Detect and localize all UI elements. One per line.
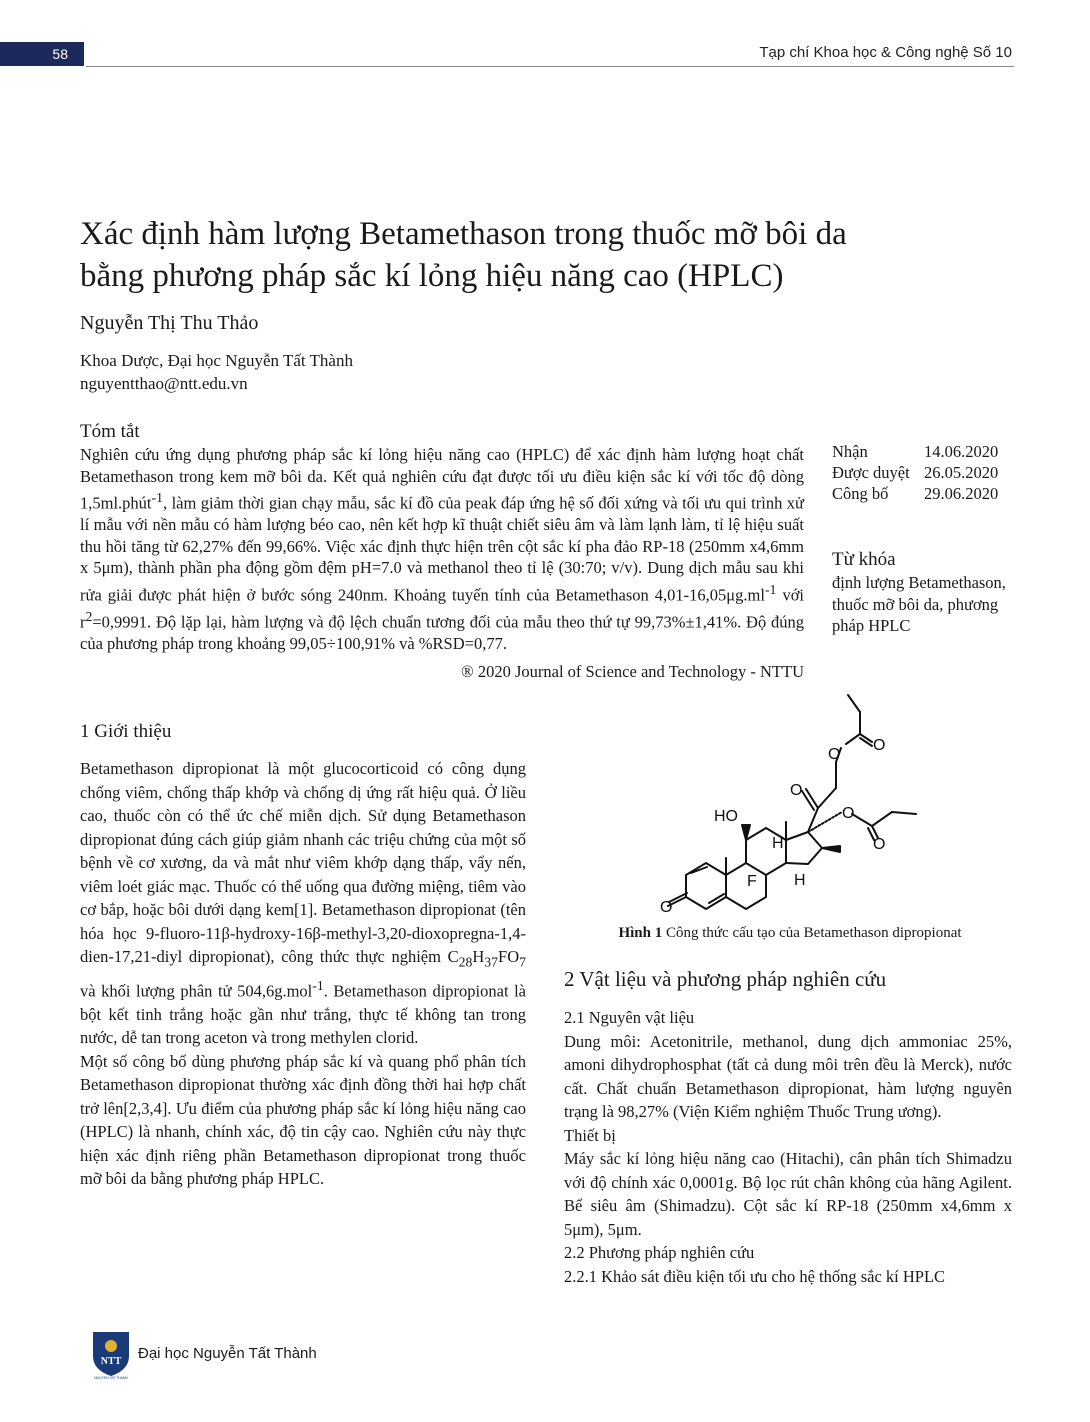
article-dates (832, 441, 1022, 504)
paragraph: Dung môi: Acetonitrile, methanol, dung dịch ammoniac 25%, amoni dihydrophosphat (tất cả dung môi trên đều là Merck), nước cất. Chất chuẩn Betamethason dipropionat, hàm lượng nguyên trạng là 98,27% (Viện Kiểm nghiệm Thuốc Trung ương). (564, 1031, 1012, 1121)
text-run: FO (498, 947, 520, 966)
figure-caption-text: Công thức cấu tạo của Betamethason dipropionat (662, 925, 962, 941)
author-email: nguyentthao@ntt.edu.vn (80, 374, 248, 393)
date-received (832, 441, 1022, 462)
copyright-line: ® 2020 Journal of Science and Technology - NTTU (461, 662, 804, 681)
abstract-sup: -1 (151, 490, 163, 505)
atom-h-8: H (772, 835, 784, 852)
text-run: và khối lượng phân tử 504,6g.mol (80, 981, 313, 1001)
abstract-part: =0,9991. Độ lặp lại, hàm lượng và độ lệch chuẩn tương đối của mẫu theo thứ tự 99,73%±1,41%. Độ đúng của phương pháp trong khoảng 99,05÷100,91% và %RSD=0,77. (80, 612, 804, 653)
text-run: Betamethason dipropionat là một glucocorticoid có công dụng chống viêm, chống thấp khớp và chống dị ứng rất hiệu quả. Ở liều cao, thuốc còn có thể ức chế miễn dịch. Sử dụng Betamethason dipropionat đúng cách giúp giảm nhanh các triệu chứng của một số bệnh về cơ xương, da và mắt như viêm khớp dạng thấp, vẩy nến, viêm loét giác mạc. Thuốc có thể uống qua đường miệng, tiêm vào cơ bắp, hoặc bôi dưới dạng kem[1]. Betamethason dipropionat (tên hóa học 9-fluoro-11β-hydroxy-16β-methyl-3,20-dioxopregna-1,4-dien-17,21-diyl dipropionat), công thức thực nghiệm C (80, 759, 526, 966)
abstract-sup: 2 (85, 608, 93, 624)
figure-caption (570, 925, 1010, 942)
date-label: Nhận (832, 442, 868, 461)
formula-sub: 37 (484, 954, 499, 970)
atom-o-20: O (790, 782, 803, 799)
text-run: . Betamethason dipropionat là bột kết tinh trắng hoặc gần như trắng, thực tế không tan trong nước, dễ tan trong aceton và trong methylen clorid. (80, 981, 527, 1048)
date-label: Được duyệt (832, 463, 910, 482)
formula-sub: 28 (458, 954, 473, 970)
subsection-heading: 2.2 Phương pháp nghiên cứu (564, 1243, 755, 1262)
figure-label: Hình 1 (618, 925, 663, 941)
betamethasone-structure (640, 690, 940, 920)
atom-f: F (747, 873, 757, 890)
author-name: Nguyễn Thị Thu Thảo (80, 312, 259, 334)
university-logo (90, 1330, 132, 1380)
logo-text: NTT (100, 1356, 122, 1367)
affiliation: Khoa Dược, Đại học Nguyễn Tất Thành (80, 351, 353, 370)
date-accepted (832, 462, 1022, 483)
atom-o-17-carbonyl: O (873, 836, 886, 853)
atom-o-ketone: O (660, 899, 673, 916)
logo-caption: NGUYEN TAT THANH (94, 1376, 128, 1380)
atom-o-21-carbonyl: O (873, 737, 886, 754)
section-2-heading: 2 Vật liệu và phương pháp nghiên cứu (564, 967, 887, 991)
keywords-heading: Từ khóa (832, 549, 896, 570)
date-value: 14.06.2020 (924, 442, 999, 461)
article-title: Xác định hàm lượng Betamethason trong thuốc mỡ bôi da bằng phương pháp sắc kí lỏng hiệu năng cao (HPLC) (80, 216, 847, 294)
header-rule (86, 66, 1014, 67)
footer-university: Đại học Nguyễn Tất Thành (138, 1345, 317, 1362)
date-value: 26.05.2020 (924, 463, 999, 482)
abstract-sup: -1 (764, 581, 777, 597)
paragraph (80, 757, 526, 1050)
subsection-heading: 2.1 Nguyên vật liệu (564, 1008, 695, 1027)
subsection-heading: Thiết bị (564, 1125, 616, 1145)
text-run: H (472, 947, 485, 966)
paragraph: Máy sắc kí lỏng hiệu năng cao (Hitachi), cân phân tích Shimadzu với độ chính xác 0,0001g. Bộ lọc rút chân không của hãng Agilent. Bể siêu âm (Shimadzu). Cột sắc kí RP-18 (250mm x4,6mm x 5μm), 5μm. (564, 1149, 1012, 1239)
abstract-part: Nghiên cứu ứng dụng phương pháp sắc kí lỏng hiệu năng cao (HPLC) để xác định hàm lượng hoạt chất Betamethason trong kem mỡ bôi da. Kết quả nghiên cứu đạt được tối ưu điều kiện sắc kí với tốc độ dòng 1,5ml.phút (80, 445, 804, 513)
paragraph: Một số công bố dùng phương pháp sắc kí và quang phổ phân tích Betamethason dipropionat thường xác định đồng thời hai hợp chất trở lên[2,3,4]. Ưu điểm của phương pháp sắc kí lỏng hiệu năng cao (HPLC) là nhanh, chính xác, độ tin cậy cao. Nghiên cứu này thực hiện xác định riêng phần Betamethason dipropionat trong thuốc mỡ bôi da bằng phương pháp HPLC. (80, 1051, 526, 1189)
date-published (832, 483, 1022, 504)
section-1-heading: 1 Giới thiệu (80, 721, 172, 742)
journal-header: Tạp chí Khoa học & Công nghệ Số 10 (759, 44, 1012, 61)
unit-sup: -1 (312, 977, 324, 993)
section-1-body (80, 757, 526, 1191)
atom-o-17: O (842, 805, 855, 822)
formula-sub: 7 (519, 954, 526, 970)
section-2-body (564, 1006, 1012, 1288)
date-value: 29.06.2020 (924, 484, 999, 503)
date-label: Công bố (832, 484, 889, 503)
atom-ho: HO (714, 808, 738, 825)
atom-o-21: O (828, 746, 841, 763)
subsection-heading: 2.2.1 Khảo sát điều kiện tối ưu cho hệ thống sắc kí HPLC (564, 1266, 946, 1286)
abstract-part: với r (80, 585, 804, 631)
abstract-heading: Tóm tắt (80, 421, 140, 442)
keywords-text: định lượng Betamethason, thuốc mỡ bôi da, phương pháp HPLC (832, 573, 1006, 635)
affiliation-block (80, 349, 353, 395)
atom-h-14: H (794, 872, 806, 889)
abstract-text (80, 444, 804, 654)
abstract-part: , làm giảm thời gian chạy mẫu, sắc kí đồ của peak đáp ứng hệ số đối xứng và tối ưu qui trình xử lí mẫu với nền mẫu có hàm lượng béo cao, nên kết hợp kĩ thuật chiết siêu âm và làm lạnh làm, tỉ lệ hiệu suất thu hồi tăng từ 62,27% đến 99,66%. Việc xác định thực hiện trên cột sắc kí pha đảo RP-18 (250mm x4,6mm x 5μm), thành phần pha động gồm đệm pH=7.0 và methanol theo tỉ lệ (30:70; v/v). Dung dịch mẫu sau khi rửa giải được phát hiện ở bước sóng 240nm. Khoảng tuyến tính của Betamethason 4,01-16,05μg.ml (80, 493, 804, 604)
page-number: 58 (52, 46, 68, 62)
